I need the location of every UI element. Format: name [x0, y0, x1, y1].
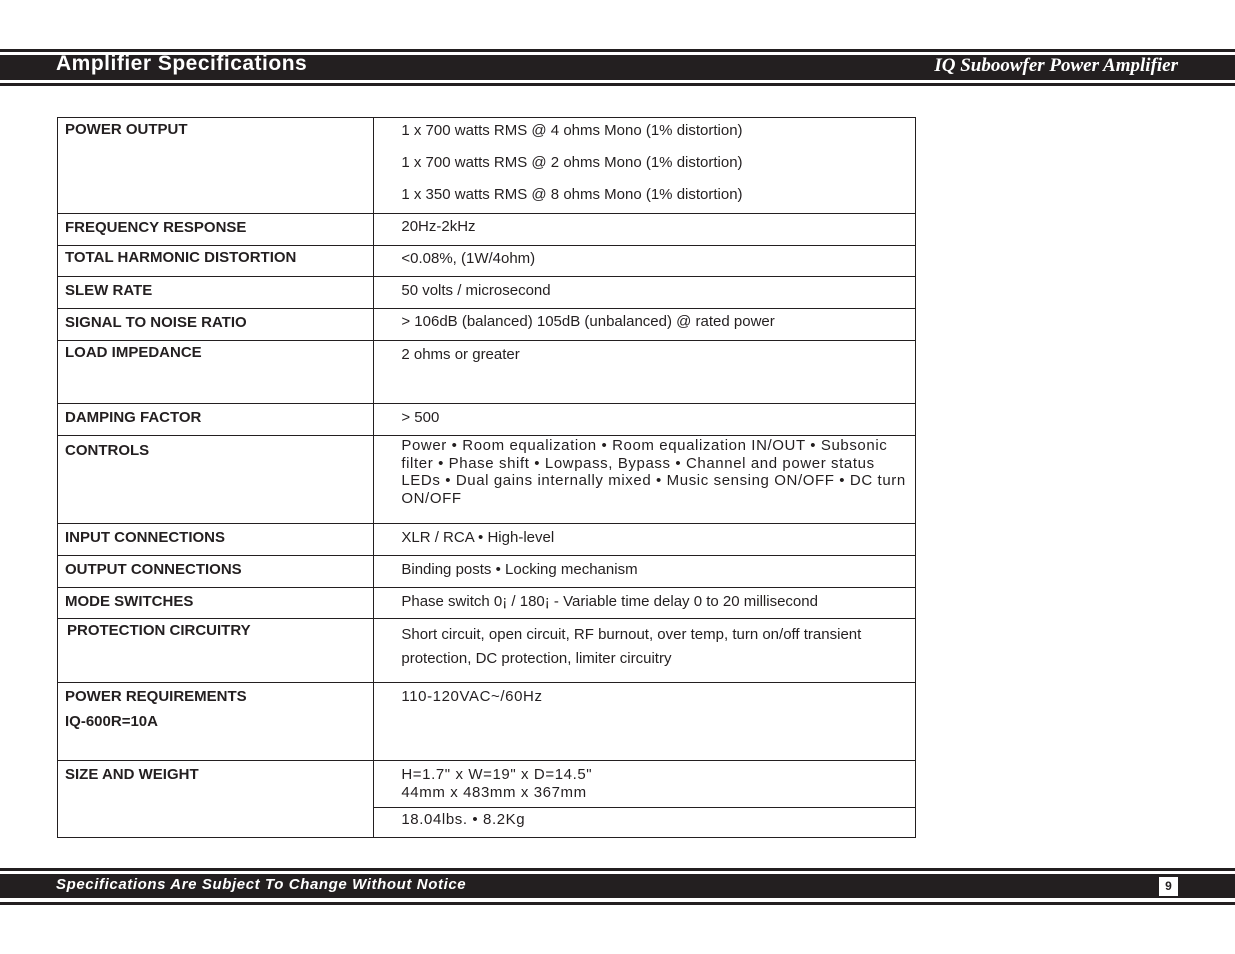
spec-value: <0.08%, (1W/4ohm) — [401, 250, 536, 267]
spec-value: 2 ohms or greater — [401, 346, 520, 363]
spec-value-cell — [374, 214, 916, 246]
header-bottom-rule — [0, 83, 1235, 86]
spec-row-size-and-weight — [58, 761, 916, 808]
spec-label: SLEW RATE — [65, 282, 153, 299]
spec-label: SIZE AND WEIGHT — [65, 766, 199, 783]
spec-value-cell — [374, 683, 916, 761]
spec-value: 18.04lbs. • 8.2Kg — [401, 811, 526, 828]
spec-label: POWER REQUIREMENTS — [65, 688, 247, 705]
spec-sublabel: IQ-600R=10A — [65, 713, 158, 730]
spec-value-cell — [374, 808, 916, 838]
spec-label-cell — [58, 588, 374, 619]
spec-label: POWER OUTPUT — [65, 121, 188, 138]
product-name: IQ Suboowfer Power Amplifier — [934, 55, 1178, 76]
spec-label: DAMPING FACTOR — [65, 409, 202, 426]
spec-value-cell — [374, 588, 916, 619]
spec-value-cell — [374, 619, 916, 683]
spec-value-cell — [374, 404, 916, 436]
spec-row-controls — [58, 436, 916, 524]
spec-label: LOAD IMPEDANCE — [65, 344, 202, 361]
spec-value: 20Hz-2kHz — [401, 218, 476, 235]
spec-label-cell — [58, 524, 374, 556]
spec-row-signal-to-noise — [58, 309, 916, 341]
spec-row-input-connections — [58, 524, 916, 556]
spec-row-damping-factor — [58, 404, 916, 436]
spec-row-output-connections — [58, 556, 916, 588]
spec-value: 1 x 350 watts RMS @ 8 ohms Mono (1% distortion) — [401, 186, 743, 203]
spec-label-cell — [58, 761, 374, 838]
spec-label: PROTECTION CIRCUITRY — [67, 622, 251, 639]
spec-label-cell — [58, 683, 374, 761]
spec-value-cell — [374, 436, 916, 524]
spec-label-cell — [58, 404, 374, 436]
spec-value-cell — [374, 524, 916, 556]
spec-label: FREQUENCY RESPONSE — [65, 219, 247, 236]
spec-row-power-requirements — [58, 683, 916, 761]
spec-label-cell — [58, 214, 374, 246]
spec-row-protection-circuitry — [58, 619, 916, 683]
spec-row-power-output — [58, 118, 916, 214]
spec-value: Binding posts • Locking mechanism — [401, 561, 638, 578]
spec-row-load-impedance — [58, 341, 916, 404]
spec-label-cell — [58, 436, 374, 524]
spec-value: 44mm x 483mm x 367mm — [401, 784, 587, 801]
spec-label-cell — [58, 118, 374, 214]
spec-value: Phase switch 0¡ / 180¡ - Variable time delay 0 to 20 millisecond — [401, 593, 818, 610]
specifications-table — [57, 117, 916, 838]
spec-label-cell — [58, 277, 374, 309]
spec-label: MODE SWITCHES — [65, 593, 194, 610]
spec-label-cell — [58, 619, 374, 683]
page-number: 9 — [1159, 877, 1178, 896]
spec-value: 110-120VAC~/60Hz — [401, 688, 543, 705]
spec-value: 1 x 700 watts RMS @ 4 ohms Mono (1% distortion) — [401, 122, 743, 139]
spec-value: > 106dB (balanced) 105dB (unbalanced) @ rated power — [401, 313, 775, 330]
spec-row-slew-rate — [58, 277, 916, 309]
footer-bottom-rule — [0, 902, 1235, 905]
spec-value-cell — [374, 309, 916, 341]
spec-row-thd — [58, 246, 916, 277]
spec-label: SIGNAL TO NOISE RATIO — [65, 314, 247, 331]
spec-label: TOTAL HARMONIC DISTORTION — [65, 249, 297, 266]
spec-value-cell — [374, 277, 916, 309]
spec-value-cell — [374, 246, 916, 277]
spec-value-cell — [374, 118, 916, 214]
spec-value: H=1.7" x W=19" x D=14.5" — [401, 766, 593, 783]
spec-value: Power • Room equalization • Room equalization IN/OUT • Subsonic filter • Phase shift • Lowpass, Bypass • Channel and power status LEDs • Dual gains internally mixed • Music sensing ON/OFF • DC turn ON/OFF — [401, 437, 906, 507]
spec-value: 1 x 700 watts RMS @ 2 ohms Mono (1% distortion) — [401, 154, 743, 171]
footer-top-rule — [0, 868, 1235, 871]
spec-row-frequency-response — [58, 214, 916, 246]
spec-value: > 500 — [401, 409, 440, 426]
spec-label: OUTPUT CONNECTIONS — [65, 561, 242, 578]
spec-value: protection, DC protection, limiter circuitry — [401, 650, 672, 667]
spec-label: INPUT CONNECTIONS — [65, 529, 226, 546]
footer-notice: Specifications Are Subject To Change Without Notice — [56, 876, 467, 893]
spec-value-cell — [374, 556, 916, 588]
spec-label-cell — [58, 246, 374, 277]
spec-value: 50 volts / microsecond — [401, 282, 551, 299]
spec-label: CONTROLS — [65, 442, 150, 459]
spec-label-cell — [58, 556, 374, 588]
spec-value: Short circuit, open circuit, RF burnout, over temp, turn on/off transient — [401, 626, 862, 643]
spec-value: XLR / RCA • High-level — [401, 529, 555, 546]
page-title: Amplifier Specifications — [56, 52, 308, 75]
spec-value-cell — [374, 341, 916, 404]
spec-label-cell — [58, 341, 374, 404]
spec-value-cell — [374, 761, 916, 808]
spec-row-mode-switches — [58, 588, 916, 619]
spec-label-cell — [58, 309, 374, 341]
